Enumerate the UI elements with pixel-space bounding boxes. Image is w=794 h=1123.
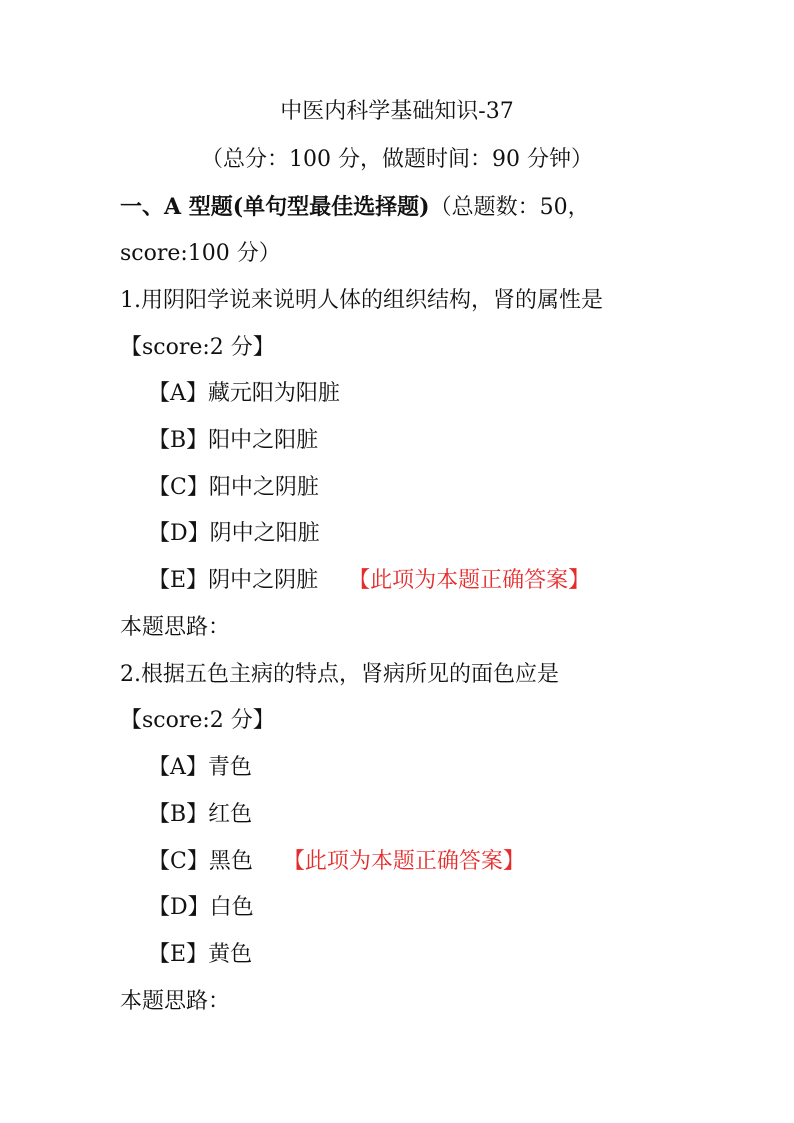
section-info-2: score:100 分） (120, 241, 281, 266)
option-text: 藏元阳为阳脏 (207, 381, 340, 406)
section-heading (120, 193, 590, 222)
section-info-1: （总题数：50， (429, 195, 590, 220)
question-2-stem: 2.根据五色主病的特点，肾病所见的面色应是 (120, 662, 559, 687)
question-1-option-d (148, 520, 320, 548)
option-key: 【C】 (148, 849, 209, 874)
section-title: A 型题(单句型最佳选择题) (164, 194, 430, 220)
option-key: 【E】 (148, 942, 209, 967)
question-2-option-d (148, 894, 254, 922)
option-text: 阴中之阴脏 (208, 568, 319, 593)
document-subtitle: （总分：100 分，做题时间：90 分钟） (201, 147, 593, 172)
question-2-option-c (148, 848, 525, 876)
option-text: 黑色 (208, 849, 253, 874)
section-prefix: 一、 (120, 194, 165, 220)
question-2-option-e (148, 941, 252, 969)
option-key: 【A】 (148, 381, 208, 406)
option-text: 阳中之阳脏 (208, 428, 319, 453)
correct-answer-mark: 【此项为本题正确答案】 (348, 568, 591, 593)
option-key: 【D】 (148, 521, 210, 546)
question-1-option-a (148, 380, 340, 408)
option-key: 【B】 (148, 428, 209, 453)
option-key: 【B】 (148, 802, 209, 827)
question-1-option-e (148, 567, 590, 595)
document-title: 中医内科学基础知识-37 (280, 99, 514, 124)
option-text: 黄色 (208, 942, 253, 967)
option-key: 【D】 (148, 895, 210, 920)
question-1-analysis-label: 本题思路： (120, 615, 231, 640)
question-2-option-a (148, 754, 252, 782)
question-1-score: 【score:2 分】 (120, 335, 275, 360)
option-key: 【A】 (148, 755, 208, 780)
question-2-score: 【score:2 分】 (120, 708, 275, 733)
option-key: 【E】 (148, 568, 209, 593)
option-text: 阳中之阴脏 (208, 475, 319, 500)
question-2-option-b (148, 801, 252, 829)
option-text: 青色 (207, 755, 252, 780)
option-key: 【C】 (148, 475, 209, 500)
option-text: 白色 (209, 895, 254, 920)
question-1-option-c (148, 474, 319, 502)
option-text: 红色 (208, 802, 253, 827)
option-text: 阴中之阳脏 (209, 521, 320, 546)
question-1-option-b (148, 427, 318, 455)
correct-answer-mark: 【此项为本题正确答案】 (282, 849, 525, 874)
question-2-analysis-label: 本题思路： (120, 989, 231, 1014)
question-1-stem: 1.用阴阳学说来说明人体的组织结构，肾的属性是 (120, 288, 603, 313)
